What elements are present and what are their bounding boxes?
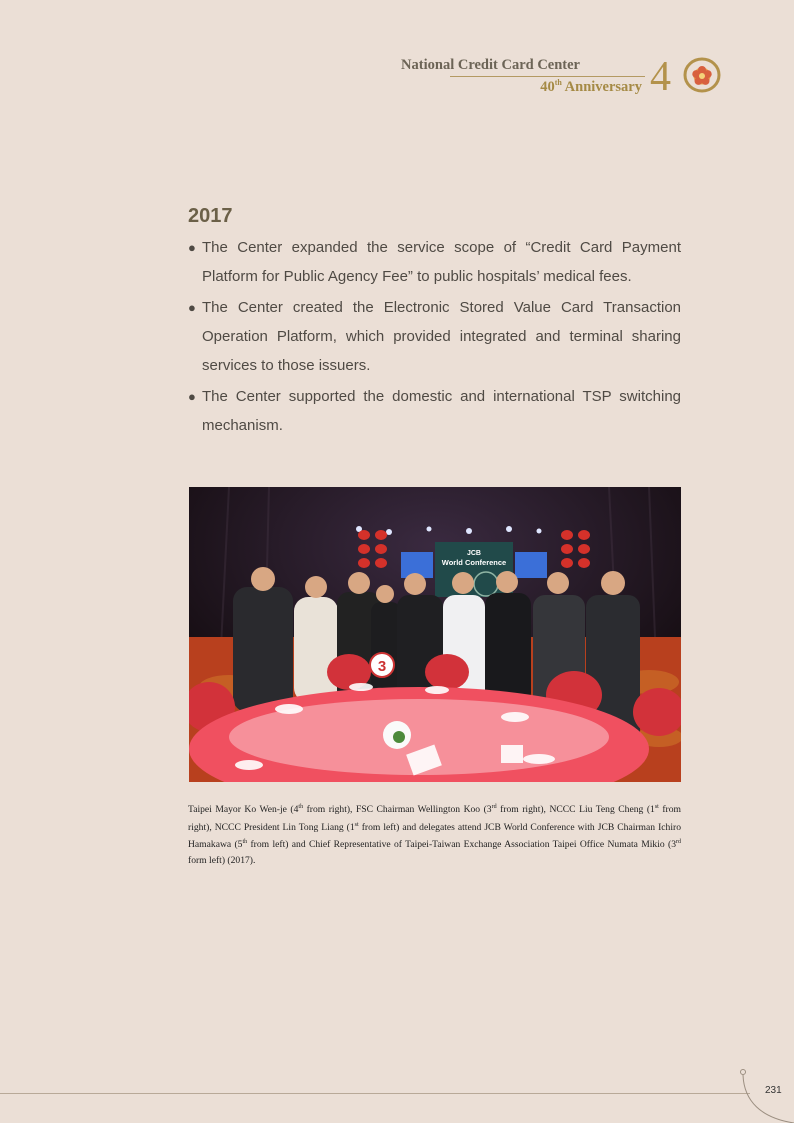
- bullet-dot-icon: ●: [188, 389, 196, 404]
- header-subtitle: 40th Anniversary: [540, 78, 642, 95]
- bullet-dot-icon: ●: [188, 300, 196, 315]
- jcb-conference-photo: [189, 487, 681, 782]
- page-number: 231: [765, 1085, 782, 1096]
- screen-text-jcb: JCB: [466, 550, 482, 557]
- list-item: ● The Center supported the domestic and international TSP switching mechanism.: [188, 382, 681, 440]
- table-number: 3: [377, 658, 387, 675]
- bullet-list: [188, 233, 681, 440]
- anniversary-40-logo: [648, 54, 723, 94]
- header-title: National Credit Card Center: [401, 57, 580, 73]
- footer-rule: [0, 1093, 750, 1094]
- list-item: ● The Center created the Electronic Stored Value Card Transaction Operation Platform, which provided integrated and terminal sharing services to those issuers.: [188, 293, 681, 380]
- photo-caption: Taipei Mayor Ko Wen-je (4th from right), FSC Chairman Wellington Koo (3rd from right), NCCC Liu Teng Cheng (1st from right), NCCC President Lin Tong Liang (1st from left) and delegates attend JCB World Conference with JCB Chairman Ichiro Hamakawa (5th from left) and Chief Representative of Taipei-Taiwan Exchange Association Taipei Office Numata Mikio (3rd form left) (2017).: [188, 804, 681, 866]
- event-photo: [189, 487, 681, 782]
- header: [401, 52, 730, 102]
- plum-blossom-icon: [692, 66, 711, 85]
- year-heading: 2017: [188, 205, 233, 227]
- header-rule: [450, 76, 645, 77]
- list-item: ● The Center expanded the service scope of “Credit Card Payment Platform for Public Agency Fee” to public hospitals’ medical fees.: [188, 233, 681, 291]
- screen-text-conference: World Conference: [441, 558, 507, 567]
- svg-text:4: 4: [650, 54, 671, 94]
- section-2017: [188, 203, 681, 442]
- bullet-dot-icon: ●: [188, 240, 196, 255]
